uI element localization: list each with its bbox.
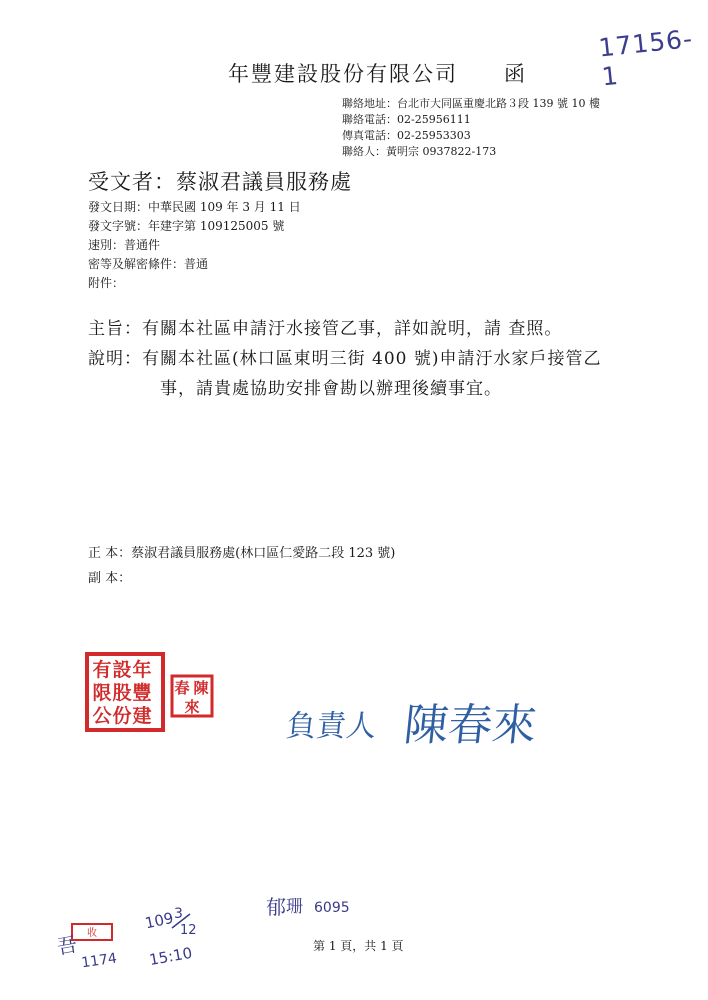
svg-text:陳春來: 陳春來 <box>401 700 539 751</box>
svg-text:3: 3 <box>174 906 183 922</box>
svg-text:15:10: 15:10 <box>147 943 194 970</box>
svg-text:股: 股 <box>112 682 132 704</box>
svg-text:設: 設 <box>112 659 132 681</box>
svg-text:負責人: 負責人 <box>284 709 378 744</box>
svg-text:有: 有 <box>92 659 112 681</box>
svg-text:公: 公 <box>92 705 112 727</box>
svg-text:來: 來 <box>184 698 200 716</box>
primary-recipient: 正 本：蔡淑君議員服務處(林口區仁愛路二段 123 號) <box>88 546 396 561</box>
svg-text:春: 春 <box>174 679 190 697</box>
svg-text:收: 收 <box>87 928 97 939</box>
svg-text:吾: 吾 <box>55 931 79 960</box>
svg-text:珊: 珊 <box>286 897 303 917</box>
attachments: 附件： <box>88 276 125 290</box>
serial-number: 17156-1 <box>597 23 695 92</box>
speed-class: 速別：普通件 <box>88 238 161 252</box>
svg-text:建: 建 <box>132 705 152 727</box>
svg-text:份: 份 <box>112 705 132 727</box>
svg-text:陳: 陳 <box>193 679 209 697</box>
recipient: 受文者：蔡淑君議員服務處 <box>88 170 352 194</box>
contact-fax: 傳真電話：02-25953303 <box>342 129 471 142</box>
explanation-line1: 說明：有關本社區(林口區東明三街 400 號)申請汙水家戶接管乙 <box>88 349 602 369</box>
page-number: 第 1 頁，共 1 頁 <box>313 939 404 953</box>
subject: 主旨：有關本社區申請汙水接管乙事，詳如說明，請 查照。 <box>88 319 563 339</box>
company-name: 年豐建設股份有限公司 <box>228 62 458 86</box>
svg-text:109: 109 <box>143 908 176 933</box>
svg-text:12: 12 <box>180 923 197 938</box>
copy-recipient: 副 本： <box>88 571 132 586</box>
signature-stamp <box>284 690 590 760</box>
explanation-line2: 事，請貴處協助安排會勘以辦理後續事宜。 <box>160 379 502 399</box>
contact-person: 聯絡人：黃明宗 0937822-173 <box>342 145 497 158</box>
svg-text:限: 限 <box>92 682 112 704</box>
handwritten-note-right <box>266 888 386 928</box>
person-seal <box>170 674 214 718</box>
company-seal <box>84 651 166 733</box>
doc-type: 函 <box>504 62 527 86</box>
issue-number: 發文字號：年建字第 109125005 號 <box>88 219 285 233</box>
svg-text:郁: 郁 <box>266 895 286 919</box>
contact-phone: 聯絡電話：02-25956111 <box>342 113 471 126</box>
svg-text:年: 年 <box>132 659 152 681</box>
contact-address: 聯絡地址：台北市大同區重慶北路３段 139 號 10 樓 <box>342 97 600 110</box>
svg-text:6095: 6095 <box>314 900 350 916</box>
handwritten-note-mid <box>138 892 218 972</box>
svg-text:豐: 豐 <box>132 682 152 704</box>
handwritten-note-left <box>52 920 132 980</box>
security-level: 密等及解密條件：普通 <box>88 257 209 271</box>
svg-text:1174: 1174 <box>80 950 118 972</box>
issue-date: 發文日期：中華民國 109 年 3 月 11 日 <box>88 200 301 214</box>
document-title <box>228 58 527 88</box>
